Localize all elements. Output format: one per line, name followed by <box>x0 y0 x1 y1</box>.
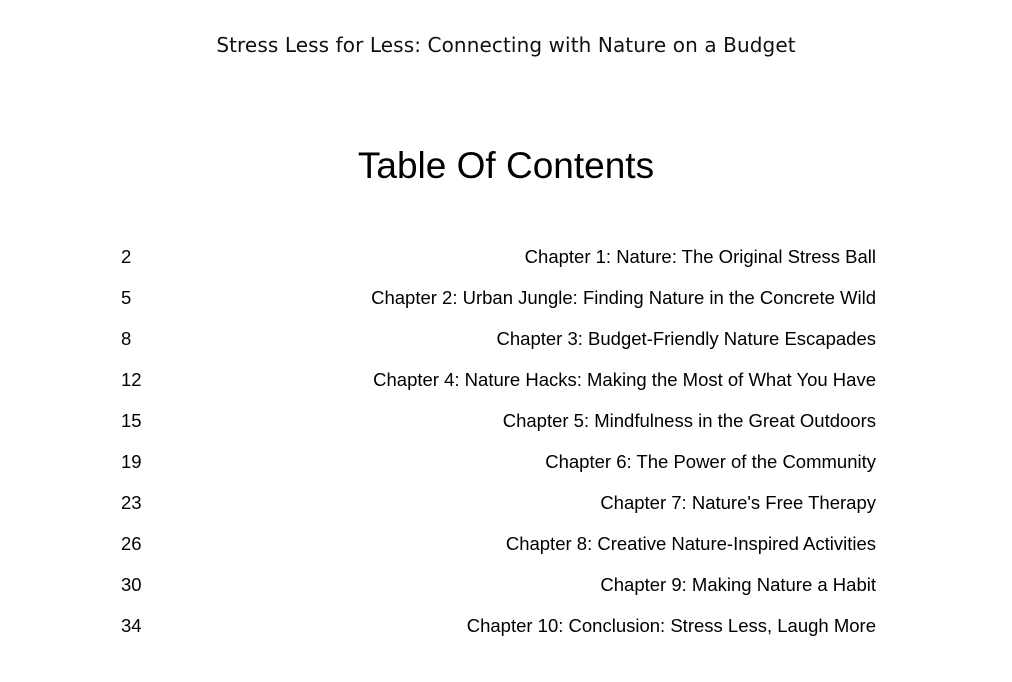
toc-heading: Table Of Contents <box>357 145 655 186</box>
toc-page-number: 26 <box>121 532 142 554</box>
toc-entry[interactable] <box>121 277 876 318</box>
toc-entry[interactable] <box>121 564 876 605</box>
table-of-contents <box>121 236 876 646</box>
toc-page-number: 19 <box>121 450 142 472</box>
toc-chapter-title: Chapter 5: Mindfulness in the Great Outdoors <box>502 409 876 431</box>
toc-chapter-title: Chapter 1: Nature: The Original Stress Ball <box>524 245 876 267</box>
toc-page-number: 34 <box>121 614 142 636</box>
toc-chapter-title: Chapter 10: Conclusion: Stress Less, Laugh More <box>466 614 876 636</box>
toc-page-number: 15 <box>121 409 142 431</box>
toc-chapter-title: Chapter 3: Budget-Friendly Nature Escapades <box>496 327 876 349</box>
toc-chapter-title: Chapter 2: Urban Jungle: Finding Nature in the Concrete Wild <box>371 286 876 308</box>
toc-entry[interactable] <box>121 236 876 277</box>
toc-entry[interactable] <box>121 318 876 359</box>
toc-entry[interactable] <box>121 523 876 564</box>
toc-chapter-title: Chapter 4: Nature Hacks: Making the Most of What You Have <box>373 368 876 390</box>
toc-chapter-title: Chapter 8: Creative Nature-Inspired Activities <box>505 532 876 554</box>
toc-page-number: 5 <box>121 286 132 308</box>
toc-entry[interactable] <box>121 400 876 441</box>
toc-entry[interactable] <box>121 359 876 400</box>
toc-chapter-title: Chapter 9: Making Nature a Habit <box>600 573 876 595</box>
toc-chapter-title: Chapter 6: The Power of the Community <box>545 450 876 472</box>
toc-entry[interactable] <box>121 482 876 523</box>
toc-page-number: 2 <box>121 245 132 267</box>
toc-entry[interactable] <box>121 441 876 482</box>
toc-entry[interactable] <box>121 605 876 646</box>
toc-page-number: 23 <box>121 491 142 513</box>
toc-page-number: 12 <box>121 368 142 390</box>
book-header-title: Stress Less for Less: Connecting with Nature on a Budget <box>216 33 796 57</box>
toc-page-number: 30 <box>121 573 142 595</box>
toc-page-number: 8 <box>121 327 132 349</box>
toc-chapter-title: Chapter 7: Nature's Free Therapy <box>600 491 876 513</box>
